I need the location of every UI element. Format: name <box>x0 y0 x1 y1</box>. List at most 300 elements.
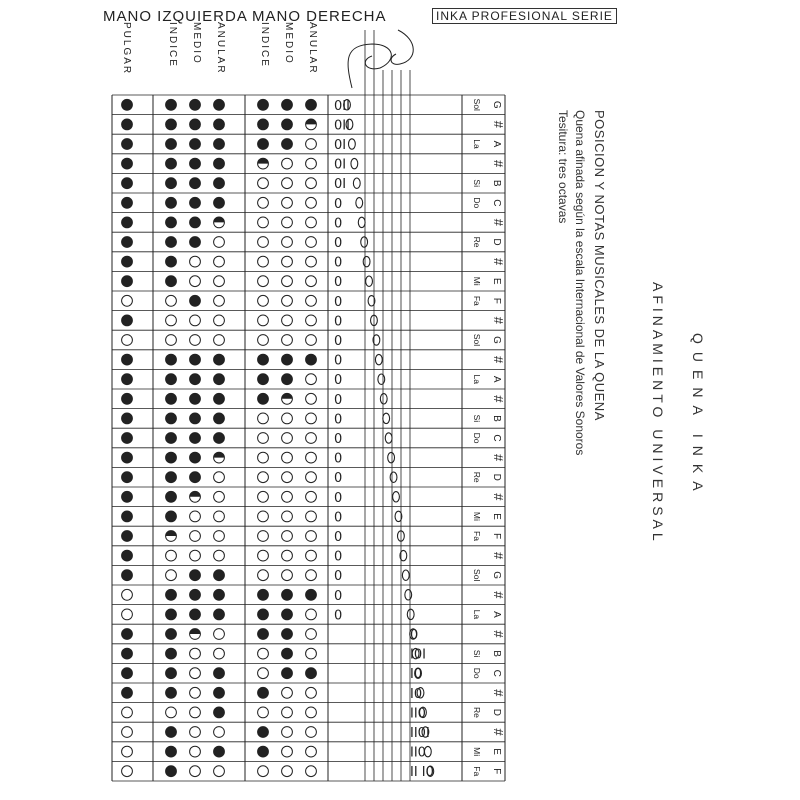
hole-closed-anular-left <box>214 609 225 620</box>
note-head <box>353 178 360 188</box>
note-letter: # <box>491 218 506 227</box>
hole-open-anular-left <box>214 766 225 777</box>
hole-closed-indice-left <box>166 354 177 365</box>
hole-open-indice-right <box>258 413 269 424</box>
hole-open-medio-right <box>282 295 293 306</box>
note-solfege: Si <box>472 179 482 187</box>
note-head <box>380 394 387 404</box>
hole-closed-indice-left <box>166 629 177 640</box>
note-letter: C <box>491 199 502 207</box>
hole-open-medio-left <box>190 727 201 738</box>
row-marker: 0 <box>334 451 343 467</box>
hole-closed-indice-left <box>166 158 177 169</box>
hole-half-fill <box>166 531 177 536</box>
hole-closed-anular-left <box>214 687 225 698</box>
row-marker: 0II <box>334 118 350 134</box>
hole-closed-indice-left <box>166 413 177 424</box>
hole-open-anular-right <box>306 687 317 698</box>
hole-closed-pulgar <box>122 158 133 169</box>
hole-open-anular-left <box>214 550 225 561</box>
hole-closed-indice-left <box>166 727 177 738</box>
hole-closed-indice-left <box>166 687 177 698</box>
hole-open-anular-right <box>306 178 317 189</box>
hole-open-anular-left <box>214 648 225 659</box>
hole-closed-anular-left <box>214 158 225 169</box>
hole-open-anular-right <box>306 158 317 169</box>
note-letter: A <box>491 375 502 383</box>
hole-open-anular-right <box>306 472 317 483</box>
hole-open-anular-right <box>306 295 317 306</box>
note-solfege: Sol <box>472 569 482 582</box>
row-marker: 0 <box>334 549 343 565</box>
hole-closed-anular-right <box>306 354 317 365</box>
note-solfege: Mi <box>472 276 482 286</box>
hole-closed-medio-right <box>282 589 293 600</box>
hole-closed-medio-left <box>190 178 201 189</box>
hole-open-indice-left <box>166 550 177 561</box>
hole-open-indice-left <box>166 295 177 306</box>
hole-closed-anular-left <box>214 178 225 189</box>
hole-closed-pulgar <box>122 531 133 542</box>
hole-open-anular-right <box>306 276 317 287</box>
hole-closed-medio-right <box>282 629 293 640</box>
note-head <box>366 276 373 286</box>
hole-open-medio-right <box>282 433 293 444</box>
note-solfege: Fa <box>472 531 482 541</box>
hole-open-indice-right <box>258 178 269 189</box>
hole-open-anular-left <box>214 491 225 502</box>
note-head <box>405 590 412 600</box>
hole-open-anular-right <box>306 237 317 248</box>
row-marker: 0 <box>334 608 343 624</box>
hole-closed-anular-left <box>214 374 225 385</box>
row-marker: 0 <box>334 373 343 389</box>
hole-open-anular-right <box>306 197 317 208</box>
hole-open-medio-left <box>190 746 201 757</box>
hole-closed-medio-left <box>190 413 201 424</box>
note-solfege: Re <box>472 706 482 718</box>
hole-closed-indice-left <box>166 472 177 483</box>
hole-open-indice-right <box>258 707 269 718</box>
note-letter: # <box>491 689 506 697</box>
col-label-anular-left: ANULAR <box>215 22 226 75</box>
side-heading: POSICION Y NOTAS MUSICALES DE LA QUENA <box>592 110 607 421</box>
hole-open-anular-right <box>306 393 317 404</box>
treble-clef-icon <box>391 30 413 64</box>
hole-closed-pulgar <box>122 687 133 698</box>
row-marker: II I0 <box>410 765 434 781</box>
hole-open-pulgar <box>122 766 133 777</box>
hole-open-anular-left <box>214 531 225 542</box>
row-marker: 0 <box>334 510 343 526</box>
hole-open-medio-left <box>190 511 201 522</box>
series-badge: INKA PROFESIONAL SERIE <box>432 8 617 24</box>
hole-closed-medio-right <box>282 668 293 679</box>
hole-closed-indice-left <box>166 491 177 502</box>
hole-closed-indice-left <box>166 374 177 385</box>
note-letter: E <box>491 277 502 285</box>
hole-closed-medio-left <box>190 570 201 581</box>
side-title: QUENA INKA <box>690 333 706 499</box>
hole-half-fill <box>306 119 317 124</box>
row-marker: 0 <box>334 334 343 349</box>
side-line-2: Tesitura: tres octavas <box>556 110 570 224</box>
hole-closed-medio-left <box>190 217 201 228</box>
hole-open-medio-right <box>282 158 293 169</box>
hole-half-fill <box>214 452 225 457</box>
hole-open-medio-right <box>282 276 293 287</box>
hole-open-anular-right <box>306 452 317 463</box>
hole-open-anular-right <box>306 531 317 542</box>
hole-closed-anular-left <box>214 119 225 130</box>
hole-closed-medio-right <box>282 648 293 659</box>
hole-open-indice-right <box>258 256 269 267</box>
hole-open-indice-right <box>258 766 269 777</box>
note-solfege: Mi <box>472 747 482 757</box>
hole-closed-medio-left <box>190 393 201 404</box>
hole-closed-pulgar <box>122 472 133 483</box>
hole-closed-pulgar <box>122 550 133 561</box>
note-solfege: Si <box>472 414 482 423</box>
note-letter: B <box>491 650 502 657</box>
note-letter: B <box>491 415 502 422</box>
hole-open-medio-right <box>282 197 293 208</box>
hole-open-indice-right <box>258 276 269 287</box>
hole-open-medio-right <box>282 687 293 698</box>
hole-closed-pulgar <box>122 256 133 267</box>
note-head <box>388 452 395 462</box>
note-solfege: Mi <box>472 511 482 521</box>
note-letter: D <box>491 473 502 481</box>
hole-open-indice-left <box>166 570 177 581</box>
hole-open-anular-right <box>306 413 317 424</box>
row-marker: 0I <box>334 138 347 153</box>
hole-closed-indice-right <box>258 687 269 698</box>
hole-closed-pulgar <box>122 570 133 581</box>
hole-open-anular-left <box>214 629 225 640</box>
hole-open-indice-right <box>258 648 269 659</box>
hole-open-anular-right <box>306 707 317 718</box>
note-letter: # <box>491 591 506 599</box>
hole-closed-anular-left <box>214 570 225 581</box>
hole-closed-pulgar <box>122 197 133 208</box>
header-right-hand: MANO DERECHA <box>252 8 387 25</box>
note-letter: # <box>491 493 506 501</box>
note-letter: C <box>491 434 502 442</box>
hole-open-anular-left <box>214 511 225 522</box>
note-solfege: La <box>472 374 482 384</box>
hole-open-anular-right <box>306 217 317 228</box>
row-marker: 0 <box>410 628 419 643</box>
hole-closed-anular-left <box>214 413 225 424</box>
note-letter: D <box>491 238 502 246</box>
note-letter: # <box>491 630 506 638</box>
hole-closed-anular-right <box>306 589 317 600</box>
hole-open-medio-right <box>282 315 293 326</box>
hole-closed-medio-right <box>282 99 293 110</box>
hole-open-indice-left <box>166 315 177 326</box>
hole-closed-indice-left <box>166 119 177 130</box>
hole-open-medio-left <box>190 668 201 679</box>
hole-half-fill <box>190 629 201 634</box>
hole-closed-pulgar <box>122 629 133 640</box>
hole-open-indice-right <box>258 237 269 248</box>
hole-closed-anular-left <box>214 746 225 757</box>
hole-closed-indice-left <box>166 178 177 189</box>
note-head <box>361 237 368 247</box>
hole-open-medio-left <box>190 315 201 326</box>
note-letter: A <box>491 140 502 148</box>
hole-open-medio-right <box>282 217 293 228</box>
note-solfege: Fa <box>472 766 482 777</box>
row-marker: 0 <box>334 314 343 330</box>
hole-closed-anular-left <box>214 433 225 444</box>
row-marker: 0 <box>334 236 343 251</box>
hole-closed-indice-right <box>258 393 269 404</box>
hole-open-medio-right <box>282 531 293 542</box>
hole-open-indice-right <box>258 550 269 561</box>
hole-open-anular-right <box>306 550 317 561</box>
note-letter: F <box>491 532 502 540</box>
hole-open-anular-left <box>214 276 225 287</box>
hole-open-anular-left <box>214 256 225 267</box>
row-marker: 0I <box>334 177 347 193</box>
hole-closed-pulgar <box>122 648 133 659</box>
hole-closed-pulgar <box>122 374 133 385</box>
note-head <box>349 139 356 149</box>
hole-open-medio-right <box>282 178 293 189</box>
row-marker: II0 <box>410 745 426 761</box>
hole-closed-indice-left <box>166 668 177 679</box>
hole-open-anular-left <box>214 295 225 306</box>
hole-open-anular-right <box>306 511 317 522</box>
hole-open-medio-right <box>282 550 293 561</box>
note-letter: # <box>491 453 506 462</box>
row-marker: 0II <box>334 98 350 114</box>
hole-open-indice-right <box>258 472 269 483</box>
hole-closed-indice-left <box>166 276 177 287</box>
hole-closed-pulgar <box>122 354 133 365</box>
hole-open-anular-right <box>306 139 317 150</box>
hole-open-medio-right <box>282 766 293 777</box>
note-letter: E <box>491 748 502 755</box>
hole-closed-indice-right <box>258 139 269 150</box>
hole-closed-indice-left <box>166 648 177 659</box>
hole-open-medio-left <box>190 531 201 542</box>
hole-closed-anular-left <box>214 197 225 208</box>
hole-open-indice-right <box>258 197 269 208</box>
hole-open-medio-left <box>190 648 201 659</box>
hole-closed-anular-left <box>214 707 225 718</box>
row-marker: II0I <box>410 726 430 741</box>
note-head <box>363 256 370 266</box>
hole-closed-anular-left <box>214 668 225 679</box>
hole-open-medio-left <box>190 687 201 698</box>
hole-closed-pulgar <box>122 433 133 444</box>
note-head <box>393 492 400 502</box>
hole-open-medio-right <box>282 511 293 522</box>
hole-closed-indice-right <box>258 746 269 757</box>
hole-open-indice-right <box>258 531 269 542</box>
hole-closed-medio-left <box>190 158 201 169</box>
hole-open-medio-right <box>282 472 293 483</box>
note-letter: A <box>491 611 502 618</box>
hole-closed-indice-left <box>166 393 177 404</box>
note-letter: # <box>491 395 506 403</box>
hole-closed-medio-left <box>190 589 201 600</box>
note-letter: G <box>491 336 502 344</box>
note-solfege: Sol <box>472 333 482 347</box>
note-head <box>356 198 363 208</box>
hole-closed-indice-left <box>166 746 177 757</box>
hole-closed-pulgar <box>122 99 133 110</box>
hole-closed-indice-left <box>166 452 177 463</box>
side-line-1: Quena afinada según la escala Internacional de Valores Sonoros <box>573 110 587 456</box>
hole-closed-indice-right <box>258 99 269 110</box>
hole-closed-medio-left <box>190 197 201 208</box>
hole-closed-indice-left <box>166 217 177 228</box>
hole-open-pulgar <box>122 335 133 346</box>
hole-closed-indice-right <box>258 589 269 600</box>
hole-open-medio-right <box>282 335 293 346</box>
hole-closed-indice-left <box>166 766 177 777</box>
hole-closed-indice-left <box>166 237 177 248</box>
hole-closed-indice-left <box>166 99 177 110</box>
note-head <box>407 609 414 619</box>
row-marker: 0 <box>334 569 343 585</box>
note-letter: # <box>491 257 506 266</box>
hole-open-anular-right <box>306 491 317 502</box>
hole-open-anular-right <box>306 629 317 640</box>
hole-closed-medio-left <box>190 452 201 463</box>
note-head <box>375 354 382 364</box>
hole-open-anular-left <box>214 315 225 326</box>
note-letter: # <box>491 728 506 736</box>
row-marker: 0 <box>334 294 343 310</box>
hole-closed-indice-left <box>166 589 177 600</box>
hole-open-pulgar <box>122 295 133 306</box>
hole-closed-medio-left <box>190 433 201 444</box>
note-head <box>358 217 365 227</box>
hole-closed-medio-left <box>190 139 201 150</box>
note-letter: # <box>491 551 506 560</box>
hole-open-anular-right <box>306 746 317 757</box>
row-marker: 0 <box>334 255 343 271</box>
hole-closed-indice-left <box>166 139 177 150</box>
hole-open-medio-left <box>190 276 201 287</box>
hole-open-anular-left <box>214 237 225 248</box>
note-letter: F <box>491 768 502 775</box>
hole-open-anular-right <box>306 727 317 738</box>
hole-closed-anular-left <box>214 99 225 110</box>
hole-half-fill <box>258 158 269 163</box>
col-label-indice-right: INDICE <box>259 22 270 68</box>
hole-closed-medio-left <box>190 99 201 110</box>
note-solfege: La <box>472 609 482 620</box>
row-marker: 0 <box>334 412 343 428</box>
row-marker: 0 <box>334 216 343 232</box>
hole-open-medio-right <box>282 452 293 463</box>
row-marker: 0 <box>334 275 343 291</box>
hole-open-anular-right <box>306 433 317 444</box>
note-solfege: Sol <box>472 98 482 111</box>
row-marker: 0 <box>334 588 343 604</box>
hole-closed-pulgar <box>122 276 133 287</box>
hole-open-indice-right <box>258 315 269 326</box>
hole-open-anular-right <box>306 609 317 620</box>
col-label-indice-left: INDICE <box>167 22 178 68</box>
hole-open-medio-right <box>282 570 293 581</box>
hole-open-indice-right <box>258 433 269 444</box>
hole-closed-pulgar <box>122 491 133 502</box>
col-label-medio-left: MEDIO <box>191 22 202 65</box>
note-letter: G <box>491 571 502 580</box>
hole-open-medio-right <box>282 413 293 424</box>
hole-closed-pulgar <box>122 119 133 130</box>
hole-closed-indice-right <box>258 119 269 130</box>
note-letter: D <box>491 708 502 717</box>
note-solfege: Re <box>472 471 482 483</box>
hole-open-indice-right <box>258 335 269 346</box>
hole-open-medio-left <box>190 707 201 718</box>
note-head <box>385 433 392 443</box>
hole-open-anular-left <box>214 335 225 346</box>
hole-closed-medio-right <box>282 139 293 150</box>
hole-open-medio-left <box>190 335 201 346</box>
hole-open-medio-left <box>190 256 201 267</box>
hole-open-indice-right <box>258 668 269 679</box>
hole-closed-anular-left <box>214 393 225 404</box>
col-label-anular-right: ANULAR <box>307 22 318 75</box>
hole-closed-anular-right <box>306 99 317 110</box>
note-head <box>351 158 358 168</box>
hole-open-anular-right <box>306 315 317 326</box>
note-letter: # <box>491 355 506 364</box>
hole-closed-pulgar <box>122 668 133 679</box>
hole-closed-pulgar <box>122 452 133 463</box>
note-letter: G <box>491 100 502 109</box>
row-marker: 0 <box>334 490 343 506</box>
hole-closed-medio-left <box>190 119 201 130</box>
hole-open-indice-right <box>258 570 269 581</box>
row-marker: I0I <box>410 647 426 663</box>
row-marker: 0 <box>334 530 343 545</box>
note-solfege: Fa <box>472 295 482 306</box>
row-marker: 0 <box>334 353 343 369</box>
hole-closed-pulgar <box>122 511 133 522</box>
hole-closed-indice-right <box>258 727 269 738</box>
side-subtitle: AFINAMIENTO UNIVERSAL <box>650 282 666 545</box>
hole-open-anular-left <box>214 727 225 738</box>
hole-open-indice-right <box>258 295 269 306</box>
hole-open-indice-right <box>258 452 269 463</box>
note-letter: F <box>491 297 502 304</box>
hole-closed-indice-left <box>166 433 177 444</box>
note-letter: # <box>491 120 506 129</box>
note-letter: B <box>491 179 502 187</box>
hole-closed-medio-left <box>190 374 201 385</box>
hole-open-anular-right <box>306 570 317 581</box>
hole-open-pulgar <box>122 589 133 600</box>
hole-closed-medio-right <box>282 609 293 620</box>
hole-open-indice-right <box>258 511 269 522</box>
hole-closed-pulgar <box>122 315 133 326</box>
hole-open-medio-right <box>282 707 293 718</box>
hole-open-pulgar <box>122 746 133 757</box>
hole-open-anular-right <box>306 256 317 267</box>
note-head <box>402 570 409 580</box>
note-head <box>390 472 397 482</box>
